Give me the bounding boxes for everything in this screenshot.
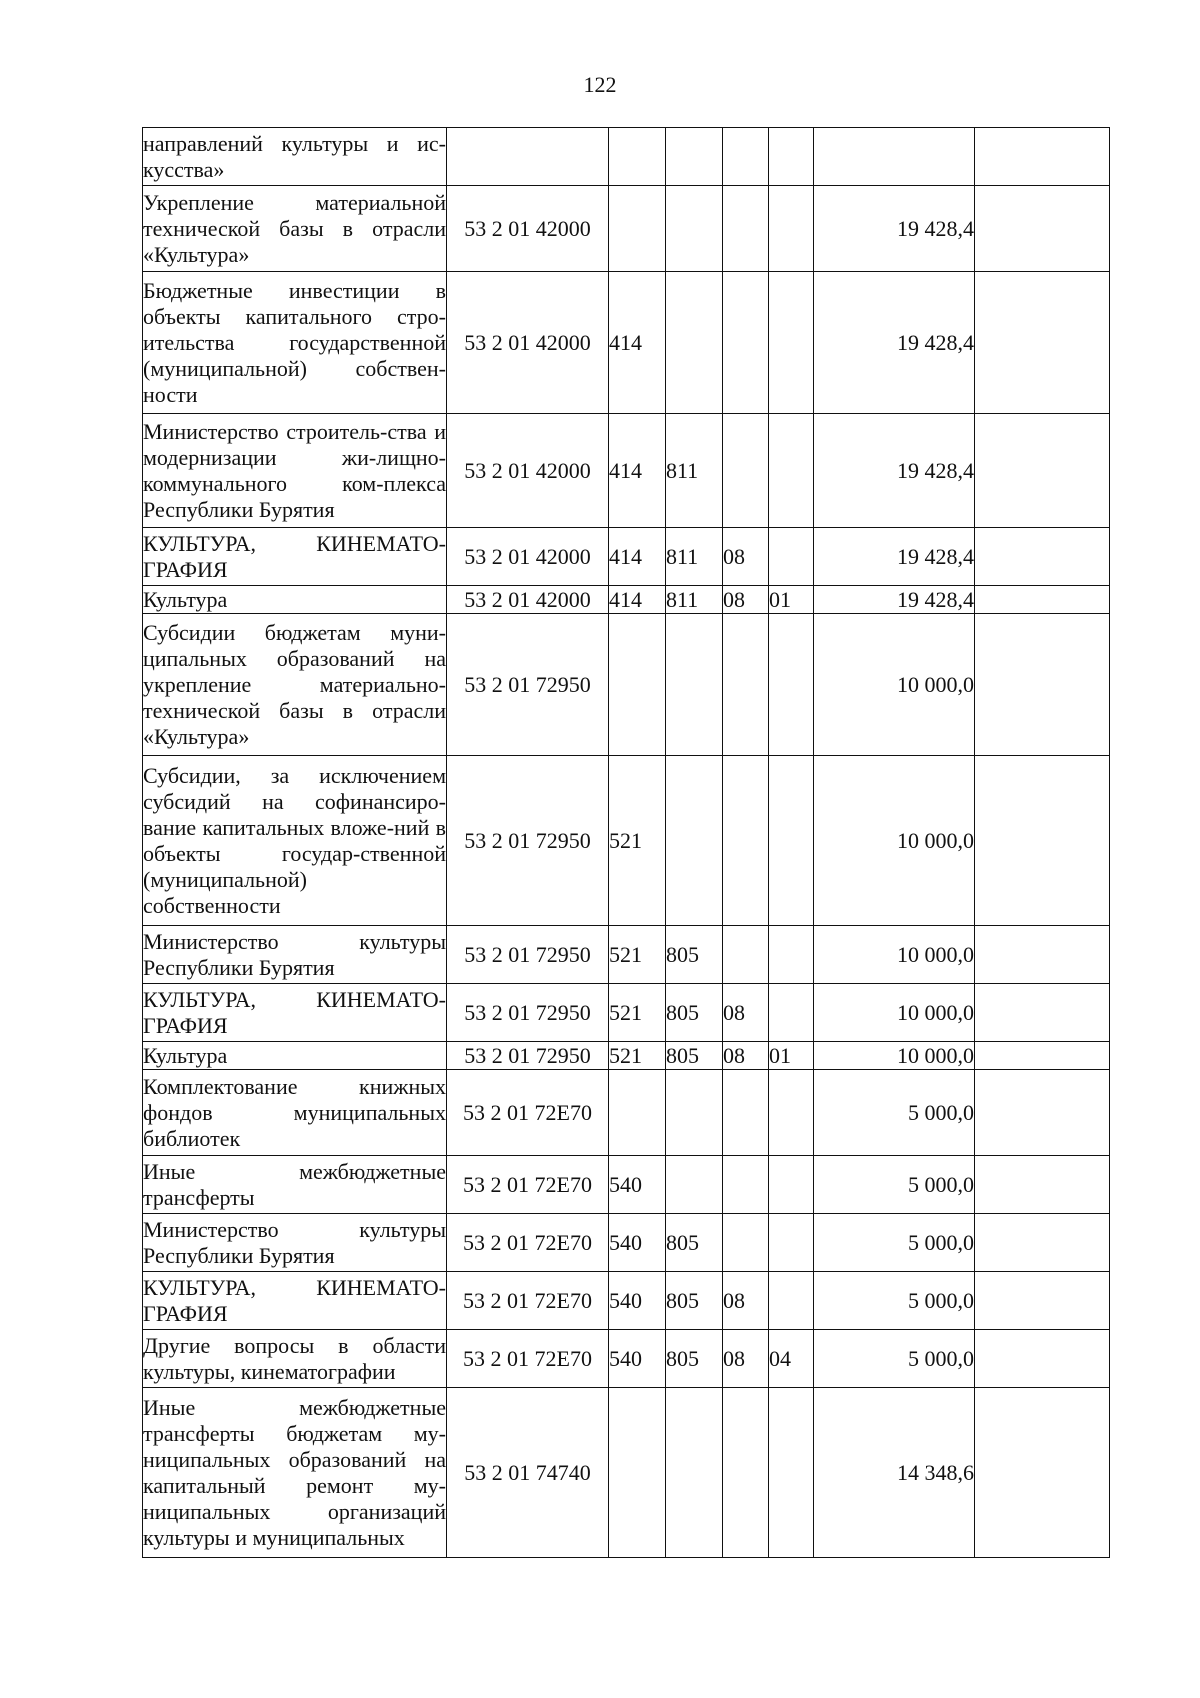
cell-amount	[814, 128, 975, 186]
cell-expense-type: 414	[609, 272, 666, 414]
cell-subsection	[769, 756, 814, 926]
cell-ministry-code: 811	[666, 528, 723, 586]
cell-ministry-code	[666, 186, 723, 272]
cell-amount: 5 000,0	[814, 1214, 975, 1272]
cell-expense-type	[609, 1388, 666, 1558]
cell-amount: 10 000,0	[814, 1042, 975, 1070]
cell-extra	[975, 1070, 1110, 1156]
cell-subsection	[769, 186, 814, 272]
cell-target-article: 53 2 01 72950	[447, 984, 609, 1042]
cell-name: Культура	[143, 1042, 447, 1070]
cell-ministry-code: 805	[666, 926, 723, 984]
cell-name: Министерство культуры Республики Бурятия	[143, 1214, 447, 1272]
cell-expense-type: 414	[609, 528, 666, 586]
cell-target-article: 53 2 01 72E70	[447, 1214, 609, 1272]
cell-expense-type: 540	[609, 1156, 666, 1214]
cell-name: КУЛЬТУРА, КИНЕМАТО-ГРАФИЯ	[143, 1272, 447, 1330]
cell-expense-type	[609, 614, 666, 756]
cell-target-article: 53 2 01 72E70	[447, 1070, 609, 1156]
table-row	[143, 272, 1110, 414]
cell-amount: 19 428,4	[814, 414, 975, 528]
cell-target-article: 53 2 01 72E70	[447, 1272, 609, 1330]
cell-subsection	[769, 1388, 814, 1558]
cell-section	[723, 414, 769, 528]
cell-target-article: 53 2 01 42000	[447, 186, 609, 272]
cell-subsection	[769, 272, 814, 414]
cell-expense-type	[609, 128, 666, 186]
cell-subsection	[769, 984, 814, 1042]
table-row	[143, 1214, 1110, 1272]
cell-subsection	[769, 1156, 814, 1214]
cell-ministry-code: 805	[666, 1330, 723, 1388]
cell-amount: 10 000,0	[814, 614, 975, 756]
cell-extra	[975, 614, 1110, 756]
cell-name: Субсидии, за исключением субсидий на софинансиро-вание капитальных вложе-ний в объекты государ-ственной (муниципальной) собственности	[143, 756, 447, 926]
cell-expense-type: 521	[609, 756, 666, 926]
table-row	[143, 186, 1110, 272]
cell-section: 08	[723, 1330, 769, 1388]
cell-section	[723, 272, 769, 414]
cell-section	[723, 128, 769, 186]
cell-name: Другие вопросы в области культуры, кинематографии	[143, 1330, 447, 1388]
table-row	[143, 1388, 1110, 1558]
cell-name: Субсидии бюджетам муни-ципальных образований на укрепление материально-технической базы в отрасли «Культура»	[143, 614, 447, 756]
cell-expense-type: 521	[609, 1042, 666, 1070]
cell-section	[723, 1388, 769, 1558]
cell-ministry-code	[666, 128, 723, 186]
cell-ministry-code: 811	[666, 414, 723, 528]
cell-section	[723, 1070, 769, 1156]
cell-expense-type: 414	[609, 414, 666, 528]
cell-amount: 5 000,0	[814, 1070, 975, 1156]
cell-name: Укрепление материальной технической базы в отрасли «Культура»	[143, 186, 447, 272]
cell-name: КУЛЬТУРА, КИНЕМАТО-ГРАФИЯ	[143, 984, 447, 1042]
cell-expense-type: 414	[609, 586, 666, 614]
cell-amount: 5 000,0	[814, 1156, 975, 1214]
cell-expense-type: 540	[609, 1214, 666, 1272]
cell-target-article: 53 2 01 42000	[447, 586, 609, 614]
cell-section: 08	[723, 586, 769, 614]
cell-name: направлений культуры и ис-кусства»	[143, 128, 447, 186]
cell-subsection	[769, 1214, 814, 1272]
cell-name: Министерство строитель-ства и модернизации жи-лищно-коммунального ком-плекса Республики Бурятия	[143, 414, 447, 528]
cell-subsection	[769, 528, 814, 586]
cell-extra	[975, 128, 1110, 186]
cell-amount: 10 000,0	[814, 984, 975, 1042]
cell-extra	[975, 414, 1110, 528]
cell-section	[723, 614, 769, 756]
cell-section: 08	[723, 1042, 769, 1070]
cell-section	[723, 186, 769, 272]
cell-amount: 19 428,4	[814, 528, 975, 586]
table-row	[143, 1042, 1110, 1070]
cell-expense-type	[609, 1070, 666, 1156]
cell-ministry-code	[666, 756, 723, 926]
cell-ministry-code: 805	[666, 1272, 723, 1330]
table-row	[143, 1272, 1110, 1330]
cell-target-article: 53 2 01 72E70	[447, 1156, 609, 1214]
table-row	[143, 1070, 1110, 1156]
page-number: 122	[583, 72, 617, 97]
cell-amount: 5 000,0	[814, 1272, 975, 1330]
cell-section: 08	[723, 528, 769, 586]
cell-ministry-code: 805	[666, 984, 723, 1042]
cell-section	[723, 1214, 769, 1272]
cell-extra	[975, 272, 1110, 414]
cell-ministry-code: 805	[666, 1042, 723, 1070]
cell-name: Культура	[143, 586, 447, 614]
cell-subsection: 04	[769, 1330, 814, 1388]
cell-expense-type: 521	[609, 984, 666, 1042]
cell-extra	[975, 586, 1110, 614]
cell-subsection	[769, 1272, 814, 1330]
cell-target-article: 53 2 01 72E70	[447, 1330, 609, 1388]
cell-amount: 19 428,4	[814, 186, 975, 272]
table-row	[143, 586, 1110, 614]
cell-amount: 14 348,6	[814, 1388, 975, 1558]
cell-expense-type	[609, 186, 666, 272]
cell-expense-type: 540	[609, 1272, 666, 1330]
cell-amount: 10 000,0	[814, 756, 975, 926]
table-row	[143, 926, 1110, 984]
cell-target-article: 53 2 01 74740	[447, 1388, 609, 1558]
cell-target-article: 53 2 01 72950	[447, 926, 609, 984]
cell-name: Иные межбюджетные трансферты бюджетам му-ниципальных образований на капитальный ремонт му-ниципальных организаций культуры и муниципальных	[143, 1388, 447, 1558]
table-row	[143, 984, 1110, 1042]
table-row	[143, 756, 1110, 926]
cell-ministry-code	[666, 1156, 723, 1214]
cell-amount: 19 428,4	[814, 272, 975, 414]
cell-name: Комплектование книжных фондов муниципальных библиотек	[143, 1070, 447, 1156]
cell-amount: 19 428,4	[814, 586, 975, 614]
table-row	[143, 414, 1110, 528]
table-row	[143, 528, 1110, 586]
cell-name: Министерство культуры Республики Бурятия	[143, 926, 447, 984]
cell-extra	[975, 1388, 1110, 1558]
cell-target-article: 53 2 01 72950	[447, 1042, 609, 1070]
cell-ministry-code	[666, 1388, 723, 1558]
cell-extra	[975, 756, 1110, 926]
cell-target-article	[447, 128, 609, 186]
cell-target-article: 53 2 01 72950	[447, 614, 609, 756]
cell-section: 08	[723, 984, 769, 1042]
cell-section	[723, 926, 769, 984]
cell-section: 08	[723, 1272, 769, 1330]
cell-extra	[975, 186, 1110, 272]
cell-subsection	[769, 414, 814, 528]
cell-ministry-code: 805	[666, 1214, 723, 1272]
table-row	[143, 1156, 1110, 1214]
cell-extra	[975, 926, 1110, 984]
budget-table	[142, 127, 1110, 1558]
cell-subsection	[769, 926, 814, 984]
cell-target-article: 53 2 01 42000	[447, 414, 609, 528]
cell-name: Иные межбюджетные трансферты	[143, 1156, 447, 1214]
cell-ministry-code: 811	[666, 586, 723, 614]
cell-extra	[975, 1272, 1110, 1330]
cell-name: Бюджетные инвестиции в объекты капитального стро-ительства государственной (муниципальной) собствен-ности	[143, 272, 447, 414]
cell-extra	[975, 1156, 1110, 1214]
cell-extra	[975, 1042, 1110, 1070]
cell-extra	[975, 1330, 1110, 1388]
cell-ministry-code	[666, 1070, 723, 1156]
cell-ministry-code	[666, 272, 723, 414]
cell-subsection	[769, 614, 814, 756]
cell-target-article: 53 2 01 42000	[447, 528, 609, 586]
cell-amount: 10 000,0	[814, 926, 975, 984]
cell-extra	[975, 528, 1110, 586]
cell-subsection	[769, 128, 814, 186]
cell-expense-type: 521	[609, 926, 666, 984]
cell-target-article: 53 2 01 42000	[447, 272, 609, 414]
cell-subsection: 01	[769, 586, 814, 614]
cell-name: КУЛЬТУРА, КИНЕМАТО-ГРАФИЯ	[143, 528, 447, 586]
cell-subsection: 01	[769, 1042, 814, 1070]
cell-ministry-code	[666, 614, 723, 756]
cell-amount: 5 000,0	[814, 1330, 975, 1388]
cell-extra	[975, 1214, 1110, 1272]
cell-section	[723, 1156, 769, 1214]
cell-target-article: 53 2 01 72950	[447, 756, 609, 926]
cell-extra	[975, 984, 1110, 1042]
table-row	[143, 614, 1110, 756]
cell-subsection	[769, 1070, 814, 1156]
cell-expense-type: 540	[609, 1330, 666, 1388]
table-row	[143, 1330, 1110, 1388]
table-row	[143, 128, 1110, 186]
cell-section	[723, 756, 769, 926]
